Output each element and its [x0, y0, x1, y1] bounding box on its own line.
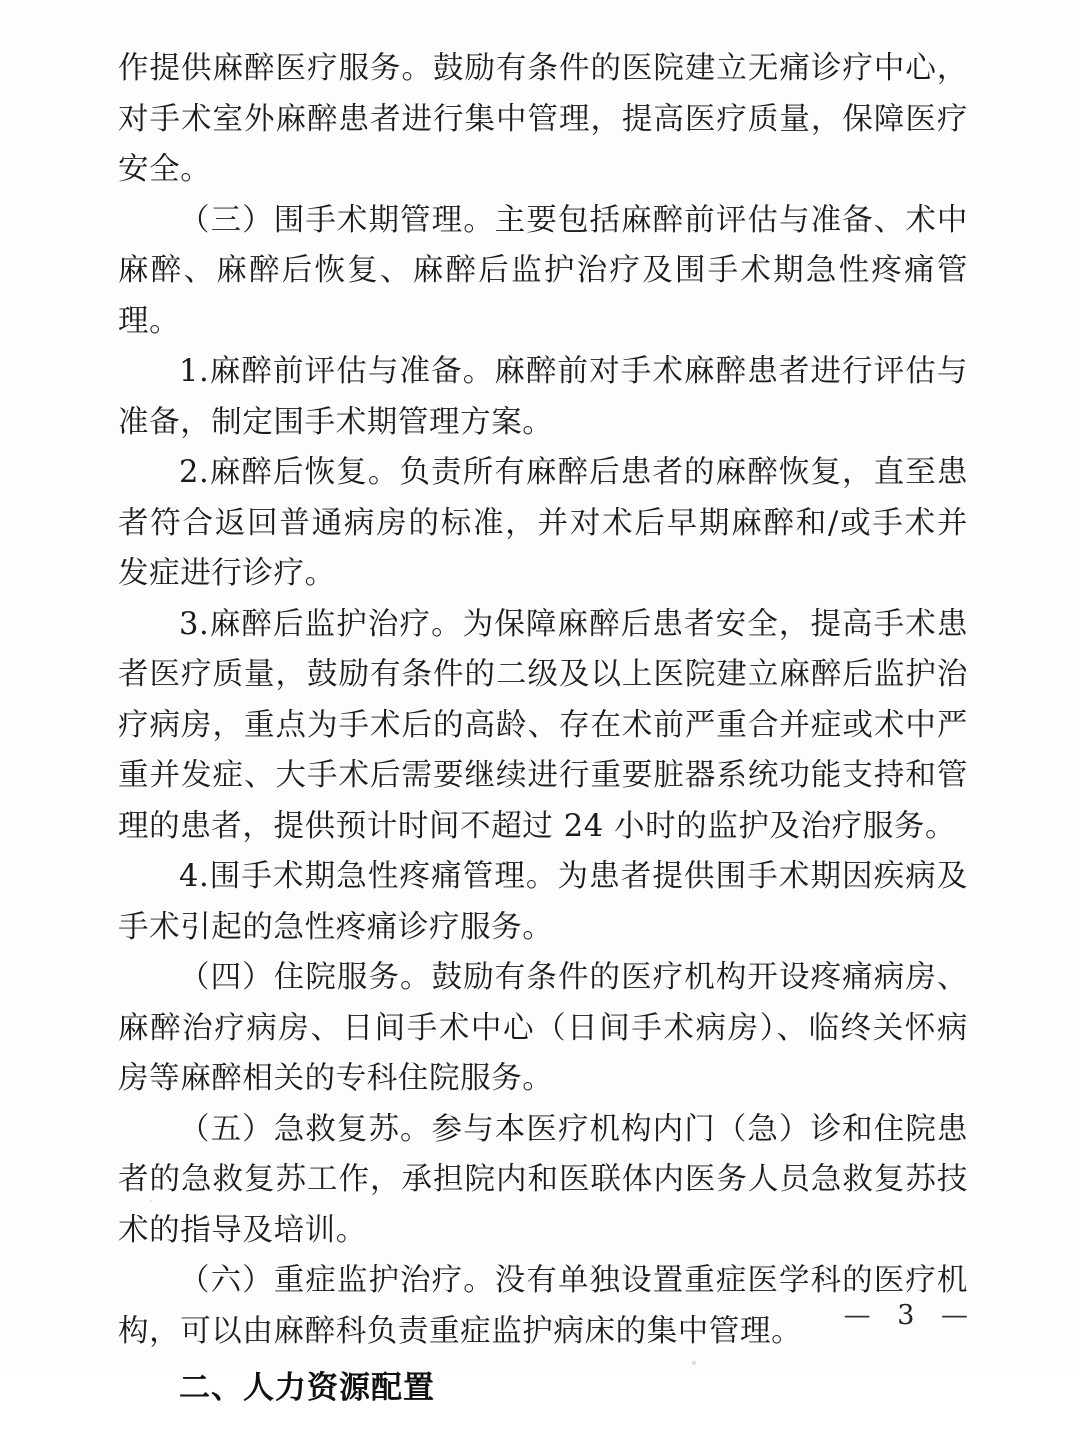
paper-speck [150, 1200, 152, 1202]
page-number: 3 [897, 1300, 917, 1331]
paragraph-section-three: （三）围手术期管理。主要包括麻醉前评估与准备、术中麻醉、麻醉后恢复、麻醉后监护治疗及围手术期急性疼痛管理。 [118, 202, 968, 339]
document-body [118, 44, 968, 1445]
paragraph-item-four: 4.围手术期急性疼痛管理。为患者提供围手术期因疾病及手术引起的急性疼痛诊疗服务。 [118, 859, 968, 945]
footer-dash-left: — [843, 1300, 873, 1331]
section-heading-human-resources: 二、人力资源配置 [179, 1370, 435, 1406]
paragraph-continued-top: 作提供麻醉医疗服务。鼓励有条件的医院建立无痛诊疗中心，对手术室外麻醉患者进行集中管理，提高医疗质量，保障医疗安全。 [118, 51, 968, 187]
footer-dash-right: — [941, 1300, 970, 1331]
page-footer-inner [844, 1300, 970, 1331]
paragraph-section-six: （六）重症监护治疗。没有单独设置重症医学科的医疗机构，可以由麻醉科负责重症监护病床的集中管理。 [118, 1263, 968, 1349]
paragraph-item-one: 1.麻醉前评估与准备。麻醉前对手术麻醉患者进行评估与准备，制定围手术期管理方案。 [118, 354, 968, 440]
paper-speck [692, 1361, 696, 1365]
paragraph-section-five: （五）急救复苏。参与本医疗机构内门（急）诊和住院患者的急救复苏工作，承担院内和医联体内医务人员急救复苏技术的指导及培训。 [118, 1111, 968, 1248]
paragraph-item-three: 3.麻醉后监护治疗。为保障麻醉后患者安全，提高手术患者医疗质量，鼓励有条件的二级及以上医院建立麻醉后监护治疗病房，重点为手术后的高龄、存在术前严重合并症或术中严重并发症、大手术后需要继续进行重要脏器系统功能支持和管理的患者，提供预计时间不超过 24 小时的监护及治疗服务。 [118, 606, 968, 844]
paragraph-item-two: 2.麻醉后恢复。负责所有麻醉后患者的麻醉恢复，直至患者符合返回普通病房的标准，并对术后早期麻醉和/或手术并发症进行诊疗。 [118, 455, 968, 591]
paragraph-section-four: （四）住院服务。鼓励有条件的医疗机构开设疼痛病房、麻醉治疗病房、日间手术中心（日间手术病房）、临终关怀病房等麻醉相关的专科住院服务。 [118, 960, 968, 1096]
